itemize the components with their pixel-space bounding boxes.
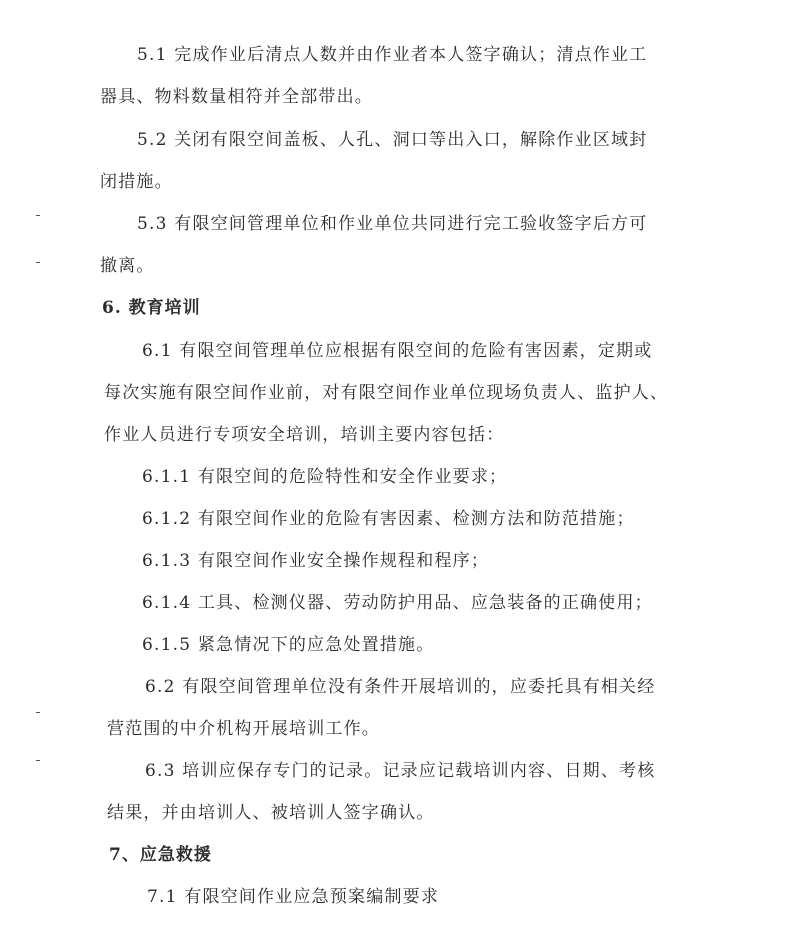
paragraph-5-1-line-2: 器具、物料数量相符并全部带出。 bbox=[100, 87, 373, 107]
scan-mark bbox=[36, 712, 40, 713]
paragraph-6-1-line-1: 6.1 有限空间管理单位应根据有限空间的危险有害因素，定期或 bbox=[142, 341, 653, 361]
paragraph-6-3-line-2: 结果，并由培训人、被培训人签字确认。 bbox=[107, 803, 435, 823]
paragraph-6-2-line-1: 6.2 有限空间管理单位没有条件开展培训的，应委托具有相关经 bbox=[145, 677, 656, 697]
paragraph-6-3-line-1: 6.3 培训应保存专门的记录。记录应记载培训内容、日期、考核 bbox=[145, 761, 656, 781]
scan-mark bbox=[36, 262, 40, 263]
paragraph-6-1-line-2: 每次实施有限空间作业前，对有限空间作业单位现场负责人、监护人、 bbox=[104, 383, 669, 403]
paragraph-7-1: 7.1 有限空间作业应急预案编制要求 bbox=[147, 887, 440, 907]
section-heading-7: 7、应急救援 bbox=[109, 845, 212, 865]
item-6-1-1: 6.1.1 有限空间的危险特性和安全作业要求； bbox=[142, 467, 508, 487]
scan-mark bbox=[36, 215, 40, 216]
item-6-1-3: 6.1.3 有限空间作业安全操作规程和程序； bbox=[142, 551, 490, 571]
paragraph-5-3-line-2: 撤离。 bbox=[100, 256, 155, 276]
scan-mark bbox=[36, 760, 40, 761]
item-6-1-2: 6.1.2 有限空间作业的危险有害因素、检测方法和防范措施； bbox=[142, 509, 635, 529]
paragraph-6-2-line-2: 营范围的中介机构开展培训工作。 bbox=[107, 719, 380, 739]
paragraph-5-2-line-2: 闭措施。 bbox=[100, 172, 173, 192]
item-6-1-5: 6.1.5 紧急情况下的应急处置措施。 bbox=[142, 635, 435, 655]
paragraph-5-1-line-1: 5.1 完成作业后清点人数并由作业者本人签字确认；清点作业工 bbox=[137, 45, 648, 65]
paragraph-5-2-line-1: 5.2 关闭有限空间盖板、人孔、洞口等出入口，解除作业区域封 bbox=[137, 130, 648, 150]
paragraph-6-1-line-3: 作业人员进行专项安全培训，培训主要内容包括： bbox=[104, 425, 505, 445]
item-6-1-4: 6.1.4 工具、检测仪器、劳动防护用品、应急装备的正确使用； bbox=[142, 593, 653, 613]
section-heading-6: 6. 教育培训 bbox=[102, 298, 201, 318]
paragraph-5-3-line-1: 5.3 有限空间管理单位和作业单位共同进行完工验收签字后方可 bbox=[137, 214, 648, 234]
